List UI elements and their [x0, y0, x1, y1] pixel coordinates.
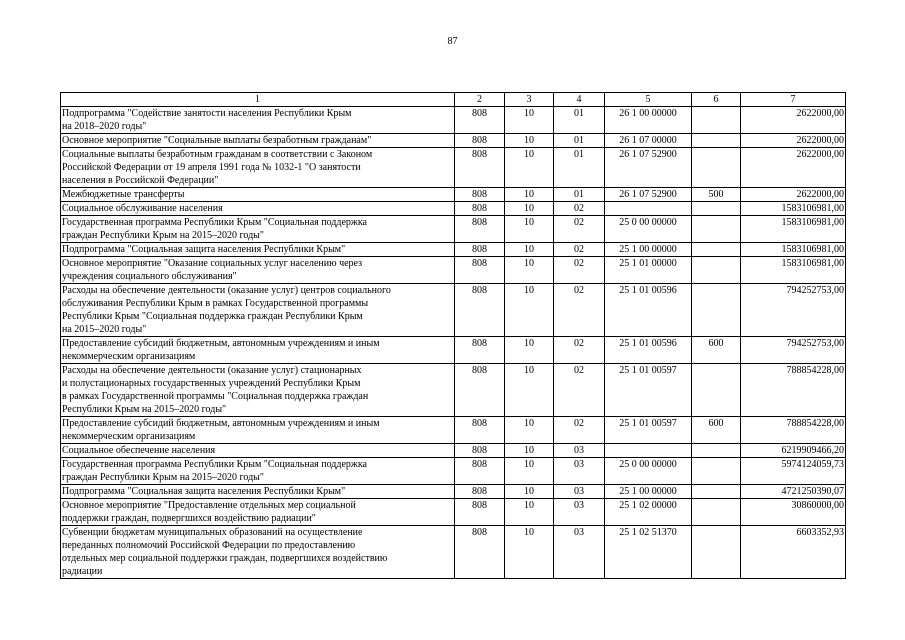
row-col-3: 10	[505, 107, 554, 134]
table-row	[61, 444, 846, 458]
row-amount: 1583106981,00	[741, 202, 846, 216]
row-col-4: 01	[554, 188, 605, 202]
row-col-4: 01	[554, 107, 605, 134]
row-col-6	[692, 148, 741, 188]
row-col-3: 10	[505, 134, 554, 148]
row-name: Подпрограмма "Социальная защита населения Республики Крым"	[61, 243, 455, 257]
row-col-3: 10	[505, 216, 554, 243]
row-col-5: 25 1 02 00000	[605, 499, 692, 526]
row-name: Предоставление субсидий бюджетным, автономным учреждениям и иным некоммерческим организациям	[61, 417, 455, 444]
table-row	[61, 526, 846, 579]
row-col-6	[692, 458, 741, 485]
row-col-4: 02	[554, 337, 605, 364]
row-amount: 2622000,00	[741, 107, 846, 134]
row-amount: 788854228,00	[741, 417, 846, 444]
table-row	[61, 458, 846, 485]
row-col-6: 600	[692, 337, 741, 364]
row-col-4: 03	[554, 485, 605, 499]
row-col-3: 10	[505, 526, 554, 579]
table-row	[61, 499, 846, 526]
row-col-6	[692, 202, 741, 216]
table-row	[61, 284, 846, 337]
row-name: Основное мероприятие "Социальные выплаты безработным гражданам"	[61, 134, 455, 148]
row-col-2: 808	[455, 284, 505, 337]
header-col-4: 4	[554, 93, 605, 107]
row-name: Межбюджетные трансферты	[61, 188, 455, 202]
row-col-2: 808	[455, 526, 505, 579]
row-amount: 6219909466,20	[741, 444, 846, 458]
row-name: Расходы на обеспечение деятельности (оказание услуг) стационарных и полустационарных государственных учреждений Республики Крым в рамках Государственной программы "Социальная поддержка граждан Республики Крым на 2015–2020 годы"	[61, 364, 455, 417]
row-col-4: 02	[554, 202, 605, 216]
row-name: Социальное обеспечение населения	[61, 444, 455, 458]
row-col-6	[692, 499, 741, 526]
table-row	[61, 337, 846, 364]
row-name: Государственная программа Республики Крым "Социальная поддержка граждан Республики Крым на 2015–2020 годы"	[61, 458, 455, 485]
table-row	[61, 148, 846, 188]
table-row	[61, 257, 846, 284]
row-name: Основное мероприятие "Оказание социальных услуг населению через учреждения социального обслуживания"	[61, 257, 455, 284]
row-col-2: 808	[455, 216, 505, 243]
row-col-2: 808	[455, 202, 505, 216]
table-row	[61, 364, 846, 417]
row-amount: 2622000,00	[741, 148, 846, 188]
row-col-4: 02	[554, 257, 605, 284]
row-col-6	[692, 526, 741, 579]
row-col-4: 03	[554, 444, 605, 458]
row-col-2: 808	[455, 499, 505, 526]
row-amount: 2622000,00	[741, 188, 846, 202]
row-col-5	[605, 202, 692, 216]
row-name: Расходы на обеспечение деятельности (оказание услуг) центров социального обслуживания Республики Крым в рамках Государственной программы Республики Крым "Социальная поддержка граждан Республики Крым на 2015–2020 годы"	[61, 284, 455, 337]
header-row	[61, 93, 846, 107]
row-amount: 1583106981,00	[741, 243, 846, 257]
row-col-6	[692, 444, 741, 458]
row-col-5: 25 1 01 00000	[605, 257, 692, 284]
row-col-4: 03	[554, 458, 605, 485]
row-name: Государственная программа Республики Крым "Социальная поддержка граждан Республики Крым на 2015–2020 годы"	[61, 216, 455, 243]
row-col-4: 02	[554, 216, 605, 243]
table-row	[61, 134, 846, 148]
row-col-4: 02	[554, 364, 605, 417]
row-col-5: 25 1 00 00000	[605, 485, 692, 499]
row-name: Подпрограмма "Социальная защита населения Республики Крым"	[61, 485, 455, 499]
table-body	[61, 107, 846, 579]
row-col-2: 808	[455, 188, 505, 202]
row-amount: 4721250390,07	[741, 485, 846, 499]
row-col-6	[692, 134, 741, 148]
header-col-7: 7	[741, 93, 846, 107]
row-amount: 1583106981,00	[741, 257, 846, 284]
row-col-3: 10	[505, 284, 554, 337]
row-col-3: 10	[505, 458, 554, 485]
row-amount: 30860000,00	[741, 499, 846, 526]
row-col-6	[692, 364, 741, 417]
row-col-6	[692, 485, 741, 499]
row-col-5: 25 1 01 00597	[605, 364, 692, 417]
table-row	[61, 243, 846, 257]
row-col-3: 10	[505, 364, 554, 417]
row-amount: 794252753,00	[741, 284, 846, 337]
row-col-5: 25 1 01 00596	[605, 284, 692, 337]
row-col-3: 10	[505, 485, 554, 499]
row-col-5: 25 1 02 51370	[605, 526, 692, 579]
table-row	[61, 202, 846, 216]
table-row	[61, 107, 846, 134]
row-col-2: 808	[455, 417, 505, 444]
row-col-6	[692, 107, 741, 134]
row-col-4: 02	[554, 417, 605, 444]
row-amount: 788854228,00	[741, 364, 846, 417]
row-col-5	[605, 444, 692, 458]
row-col-5: 26 1 07 52900	[605, 148, 692, 188]
row-amount: 6603352,93	[741, 526, 846, 579]
header-col-2: 2	[455, 93, 505, 107]
row-col-3: 10	[505, 243, 554, 257]
row-col-5: 25 0 00 00000	[605, 458, 692, 485]
row-col-6	[692, 257, 741, 284]
row-col-3: 10	[505, 417, 554, 444]
row-name: Предоставление субсидий бюджетным, автономным учреждениям и иным некоммерческим организациям	[61, 337, 455, 364]
row-col-5: 25 1 01 00597	[605, 417, 692, 444]
row-col-2: 808	[455, 485, 505, 499]
row-col-5: 26 1 07 52900	[605, 188, 692, 202]
row-col-2: 808	[455, 458, 505, 485]
row-col-3: 10	[505, 148, 554, 188]
header-col-1: 1	[61, 93, 455, 107]
row-col-2: 808	[455, 337, 505, 364]
budget-table	[60, 92, 846, 579]
row-col-2: 808	[455, 107, 505, 134]
row-col-4: 03	[554, 499, 605, 526]
row-name: Подпрограмма "Содействие занятости населения Республики Крым на 2018–2020 годы"	[61, 107, 455, 134]
header-col-3: 3	[505, 93, 554, 107]
row-col-3: 10	[505, 202, 554, 216]
row-amount: 794252753,00	[741, 337, 846, 364]
row-col-3: 10	[505, 337, 554, 364]
row-col-6	[692, 284, 741, 337]
row-col-5: 25 1 01 00596	[605, 337, 692, 364]
row-col-3: 10	[505, 188, 554, 202]
page-number: 87	[447, 36, 458, 47]
row-col-4: 01	[554, 148, 605, 188]
row-col-6	[692, 216, 741, 243]
header-col-6: 6	[692, 93, 741, 107]
row-col-4: 03	[554, 526, 605, 579]
row-col-3: 10	[505, 257, 554, 284]
row-amount: 2622000,00	[741, 134, 846, 148]
row-col-6	[692, 243, 741, 257]
row-col-2: 808	[455, 243, 505, 257]
row-col-2: 808	[455, 148, 505, 188]
table-row	[61, 417, 846, 444]
row-col-2: 808	[455, 444, 505, 458]
row-col-2: 808	[455, 134, 505, 148]
row-col-5: 26 1 00 00000	[605, 107, 692, 134]
row-col-4: 02	[554, 243, 605, 257]
row-name: Социальное обслуживание населения	[61, 202, 455, 216]
table-row	[61, 188, 846, 202]
row-col-5: 25 0 00 00000	[605, 216, 692, 243]
header-col-5: 5	[605, 93, 692, 107]
table-row	[61, 216, 846, 243]
row-name: Социальные выплаты безработным гражданам в соответствии с Законом Российской Федерации от 19 апреля 1991 года № 1032-1 "О занятости населения в Российской Федерации"	[61, 148, 455, 188]
row-col-6: 600	[692, 417, 741, 444]
row-name: Основное мероприятие "Предоставление отдельных мер социальной поддержки граждан, подвергшихся воздействию радиации"	[61, 499, 455, 526]
row-name: Субвенции бюджетам муниципальных образований на осуществление переданных полномочий Российской Федерации по предоставлению отдельных мер социальной поддержки граждан, подвергшихся воздействию радиации	[61, 526, 455, 579]
row-col-5: 26 1 07 00000	[605, 134, 692, 148]
row-col-6: 500	[692, 188, 741, 202]
row-amount: 5974124059,73	[741, 458, 846, 485]
row-col-3: 10	[505, 499, 554, 526]
row-col-4: 02	[554, 284, 605, 337]
table-row	[61, 485, 846, 499]
row-amount: 1583106981,00	[741, 216, 846, 243]
row-col-2: 808	[455, 257, 505, 284]
row-col-3: 10	[505, 444, 554, 458]
row-col-5: 25 1 00 00000	[605, 243, 692, 257]
row-col-4: 01	[554, 134, 605, 148]
row-col-2: 808	[455, 364, 505, 417]
